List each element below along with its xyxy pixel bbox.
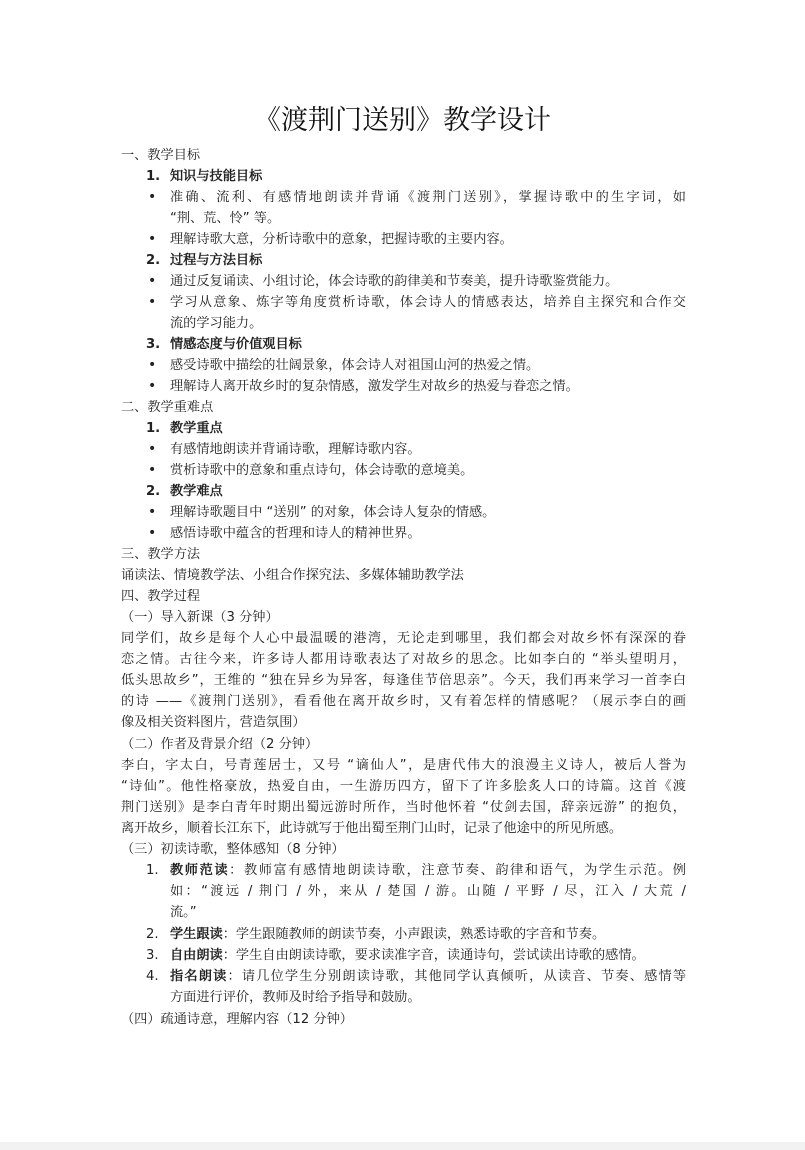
bullet-icon: • — [148, 462, 157, 478]
part-heading: （三）初读诗歌，整体感知（8 分钟） — [121, 842, 345, 857]
bullet-icon: • — [148, 441, 157, 457]
paragraph-line: 像及相关资料图片，营造氛围） — [121, 715, 306, 730]
subsection-number: 2. — [146, 484, 161, 499]
paragraph-line: 离开故乡，顺着长江东下，此诗就写于他出蜀至荆门山时，记录了他途中的所见所感。 — [121, 821, 623, 836]
paragraph-line: 同学们，故乡是每个人心中最温暖的港湾，无论走到哪里，我们都会对故乡怀有深深的眷 — [121, 631, 686, 646]
subsection-heading: 情感态度与价值观目标 — [170, 337, 302, 352]
bullet-icon: • — [148, 525, 157, 541]
bullet-text: 有感情地朗读并背诵诗歌，理解诗歌内容。 — [170, 442, 421, 457]
ordered-text-cont: 流。” — [170, 905, 197, 920]
ordered-number: 4. — [146, 969, 159, 984]
ordered-body: ：教师富有感情地朗读诗歌，注意节奏、韵律和语气，为学生示范。例 — [229, 863, 686, 878]
bullet-text-cont: 流的学习能力。 — [170, 316, 263, 331]
paragraph-line: 低头思故乡”，王维的 “独在异乡为异客，每逢佳节倍思亲”。今天，我们再来学习一首李白 — [121, 673, 686, 688]
paragraph-line: “诗仙”。他性格豪放，热爱自由，一生游历四方，留下了许多脍炙人口的诗篇。这首《渡 — [121, 779, 686, 794]
bullet-text: 通过反复诵读、小组讨论，体会诗歌的韵律美和节奏美，提升诗歌鉴赏能力。 — [170, 274, 619, 289]
ordered-number: 1. — [146, 863, 159, 878]
section-heading: 三、教学方法 — [121, 547, 201, 562]
bullet-text: 理解诗歌大意，分析诗歌中的意象，把握诗歌的主要内容。 — [170, 232, 513, 247]
methods-text: 诵读法、情境教学法、小组合作探究法、多媒体辅助教学法 — [121, 568, 464, 583]
subsection-number: 2. — [146, 253, 161, 268]
ordered-label: 教师范读 — [170, 863, 230, 878]
bullet-text: 准确、流利、有感情地朗读并背诵《渡荆门送别》，掌握诗歌中的生字词，如 — [170, 190, 686, 205]
ordered-text — [170, 924, 605, 945]
bullet-icon: • — [148, 357, 157, 373]
section-heading: 二、教学重难点 — [121, 400, 214, 415]
bullet-icon: • — [148, 273, 157, 289]
bullet-text: 赏析诗歌中的意象和重点诗句，体会诗歌的意境美。 — [170, 463, 474, 478]
ordered-text — [170, 945, 645, 966]
subsection-number: 3. — [146, 337, 161, 352]
paragraph-line: 荆门送别》是李白青年时期出蜀远游时所作，当时他怀着 “仗剑去国，辞亲远游” 的抱负， — [121, 800, 686, 815]
ordered-body: ：请几位学生分别朗读诗歌，其他同学认真倾听，从读音、节奏、感情等 — [227, 969, 687, 984]
ordered-text — [170, 860, 686, 881]
bullet-text: 理解诗人离开故乡时的复杂情感，激发学生对故乡的热爱与眷恋之情。 — [170, 379, 579, 394]
bullet-icon: • — [148, 504, 157, 520]
part-heading: （二）作者及背景介绍（2 分钟） — [121, 737, 319, 752]
bullet-text: 感受诗歌中描绘的壮阔景象，体会诗人对祖国山河的热爱之情。 — [170, 358, 540, 373]
subsection-number: 1. — [146, 421, 161, 436]
ordered-text-cont: 方面进行评价，教师及时给予指导和鼓励。 — [170, 990, 421, 1005]
ordered-text — [170, 966, 686, 987]
paragraph-line: 李白，字太白，号青莲居士，又号 “谪仙人”，是唐代伟大的浪漫主义诗人，被后人誉为 — [121, 758, 686, 773]
part-heading: （一）导入新课（3 分钟） — [121, 610, 279, 625]
ordered-label: 自由朗读 — [170, 948, 223, 963]
ordered-number: 2. — [146, 927, 159, 942]
bullet-text: 感悟诗歌中蕴含的哲理和诗人的精神世界。 — [170, 526, 421, 541]
ordered-label: 指名朗读 — [170, 969, 228, 984]
paragraph-line: 恋之情。古往今来，许多诗人都用诗歌表达了对故乡的思念。比如李白的 “举头望明月， — [121, 652, 686, 667]
bullet-icon: • — [148, 294, 157, 310]
section-heading: 四、教学过程 — [121, 589, 201, 604]
subsection-heading: 教学重点 — [170, 421, 223, 436]
subsection-heading: 过程与方法目标 — [170, 253, 263, 268]
bullet-text: 学习从意象、炼字等角度赏析诗歌，体会诗人的情感表达，培养自主探究和合作交 — [170, 295, 686, 310]
bullet-icon: • — [148, 231, 157, 247]
part-heading: （四）疏通诗意，理解内容（12 分钟） — [121, 1012, 353, 1027]
ordered-body: ：学生自由朗读诗歌，要求读准字音，读通诗句，尝试读出诗歌的感情。 — [222, 948, 645, 963]
ordered-number: 3. — [146, 948, 159, 963]
subsection-heading: 知识与技能目标 — [170, 169, 263, 184]
bullet-icon: • — [148, 189, 157, 205]
ordered-text-cont: 如：“渡远 / 荆门 / 外，来从 / 楚国 / 游。山随 / 平野 / 尽，江入 / 大荒 / — [170, 884, 686, 899]
bullet-text-cont: “荆、荒、怜” 等。 — [170, 211, 281, 226]
ordered-body: ：学生跟随教师的朗读节奏，小声跟读，熟悉诗歌的字音和节奏。 — [222, 927, 606, 942]
ordered-label: 学生跟读 — [170, 927, 223, 942]
section-heading: 一、教学目标 — [121, 148, 201, 163]
subsection-number: 1. — [146, 169, 161, 184]
paragraph-line: 的诗 ——《渡荆门送别》，看看他在离开故乡时，又有着怎样的情感呢？（展示李白的画 — [121, 694, 686, 709]
document-title: 《渡荆门送别》教学设计 — [254, 105, 551, 136]
subsection-heading: 教学难点 — [170, 484, 223, 499]
bullet-text: 理解诗歌题目中 “送别” 的对象，体会诗人复杂的情感。 — [170, 505, 496, 520]
bullet-icon: • — [148, 378, 157, 394]
